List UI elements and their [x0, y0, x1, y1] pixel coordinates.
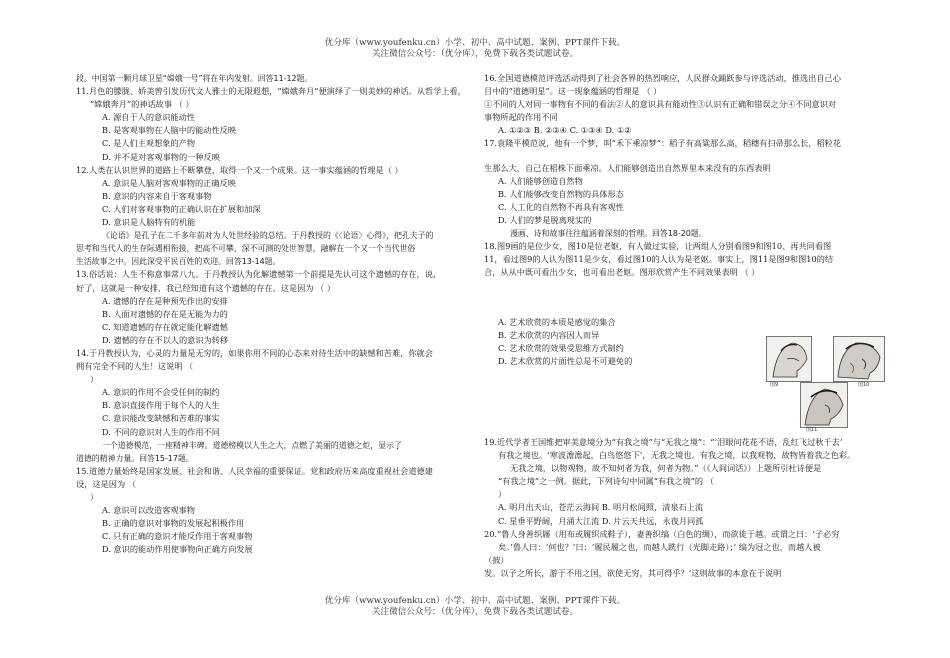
right-top-line: A. ①②③ B. ②③④ C. ①③④ D. ①② [498, 125, 632, 136]
left-line: C. 意识能改变缺憾和苦难的事实 [102, 413, 220, 424]
left-line: A. 遗憾的存在是种预先作出的安排 [102, 295, 228, 306]
figure-11-combined [800, 382, 848, 428]
right-bottom-line: “有我之境”之一例。据此，下列诗句中同属“有我之境”的 （ [498, 476, 714, 487]
right-bottom-line: 19.近代学者王国维把审美意境分为“有我之境”与“无我之境”：“‘泪眼问花花不语，乱红飞过秋千去’ [484, 437, 843, 447]
left-line: 13.俗话说：人生不称意事常八九。于丹教授认为化解遗憾第一个前提是先认可这个遗憾的存在，说， [76, 269, 442, 280]
left-line: 《论语》是孔子在二千多年前对为人处世经验的总结。于丹教授的《〈论语〉心得》，把孔夫子的 [102, 231, 434, 241]
left-line: B. 人面对遗憾的存在是无能为力的 [102, 308, 228, 319]
left-line: 拥有完全不同的人生！这说明 （ [76, 361, 194, 372]
left-line: C. 是人们主观想象的产物 [102, 138, 196, 149]
right-top-line: 17.袁隆平模范说，他有一个梦，叫“禾下乘凉梦”：稻子有高粱那么高，稻穗有扫帚那么长，稻粒花 [484, 138, 842, 149]
page-header [0, 38, 950, 60]
right-top-line: 目中的“道德明星”。这一现象蕴涵的哲理是 （ ） [484, 86, 662, 97]
right-bottom-line: （披） [484, 554, 509, 565]
figure-10-label: 图10 [858, 382, 870, 388]
right-bottom-line: ） [498, 489, 507, 500]
figure-9-label: 图9 [770, 382, 779, 388]
right-top-line: 16.全国道德模范评选活动得到了社会各界的热烈响应，人民群众踊跃参与评选活动，推选出自己心 [484, 73, 841, 83]
left-line: 生活故事之中。因此深受平民百姓的欢迎。回答13-14题。 [76, 257, 281, 267]
right-column-top [484, 72, 884, 279]
left-line: ） [90, 492, 99, 502]
right-top-line: C. 人工化的自然物不再具有客观性 [498, 201, 624, 212]
left-line: B. 意识的内容来自于客观事物 [102, 190, 212, 201]
right-bottom-line: 矣。’鲁人曰：‘何也？’曰：‘履民履之也，而越人跣行（光脚走路）；’ 缟为冠之也，而越人被 [498, 541, 821, 552]
left-line: D. 意识的能动作用使事物向正确方向发展 [102, 544, 253, 555]
left-line: D. 遗憾的存在不以人的意识为转移 [102, 334, 229, 345]
footer-line-1: 优分库（www.youfenku.cn）小学、初中、高中试题、案例、PPT课件下载。 [324, 596, 626, 606]
left-line: 思考和当代人的生存际遇相衔接，把高不可攀，深不可测的处世智慧，融解在一个又一个当代世俗 [76, 244, 416, 254]
left-line: 15.道德力量始终是国家发展、社会和谐、人民幸福的重要保证。党和政府历来高度重视社会道德建 [76, 465, 433, 476]
left-line: A. 意识的作用不会受任何的制约 [102, 387, 220, 398]
header-line-1: 优分库（www.youfenku.cn）小学、初中、高中试题、案例、PPT课件下载。 [324, 38, 626, 48]
left-line: 一个道德模范，一座精神丰碑。道德榜模以人生之大，点燃了美丽的道德之炬，显示了 [102, 440, 402, 450]
left-line: 设，这是因为 （ [76, 478, 136, 489]
left-line: 14.于丹教授认为，心灵的力量是无穷的，如果你用不同的心态来对待生活中的缺憾和苦难，你就会 [76, 347, 433, 358]
left-line: A. 源自于人的意识能动性 [102, 112, 195, 123]
header-line-2: 关注微信公众号：（优分库），免费下载各类试题试卷。 [371, 49, 579, 59]
right-bottom-line: 20.“鲁人身善织屦（用布或履织成鞋子），妻善织缟（白色的绸），而欲徙于越。或谓之曰：‘子必穷 [484, 528, 840, 539]
right-top-line: 11，看过图9的人认为图11是少女，看过图10的人认为是老妪。事实上，图11是图9和图10的结 [484, 254, 834, 265]
right-column-bottom [484, 436, 884, 580]
right-bottom-line: C. 星垂平野阔，月涌大江流 D. 片云天共远，永夜月同孤 [498, 515, 704, 526]
right-top-line: 生那么大，自己在稻株下面乘凉。人们能够创造出自然界里本来没有的东西表明 [484, 162, 771, 173]
left-line: D. 不同的意识对人生的作用不同 [102, 426, 220, 437]
right-mid-line: D. 艺术欣赏的片面性总是不可避免的 [498, 356, 633, 367]
right-top-line: A. 人们能够创造自然物 [498, 175, 583, 186]
figure-10-old-woman [833, 336, 885, 382]
right-mid-line: C. 艺术欣赏的效果受思维方式制约 [498, 343, 624, 354]
left-line: B. 正确的意识对事物的发展起积极作用 [102, 518, 245, 529]
left-line: D. 并不是对客观事物的一种反映 [102, 151, 220, 162]
left-line: 段。中国第一颗月球卫星“嫦娥一号”将在年内发射。回答11-12题。 [76, 74, 313, 83]
left-line: A. 意识是人脑对客观事物的正确反映 [102, 177, 236, 188]
left-line: C. 人们对客观事物的正确认识在扩展和加深 [102, 203, 261, 214]
left-line: B. 意识直接作用于每个人的人生 [102, 400, 220, 411]
right-top-line: ①不同的人对同一事物有不同的看法②人的意识具有能动性③认识有正确和错误之分④不同意识对 [484, 99, 837, 110]
right-top-line: 事物所起的作用不同 [484, 112, 558, 123]
left-line: 12.人类在认识世界的道路上不断攀登，取得一个又一个成果。这一事实蕴涵的哲理是（ ） [76, 164, 403, 175]
right-top-line [484, 151, 884, 162]
right-top-line: 漫画、诗和故事往往蕴涵着深刻的哲理。回答18-20题。 [510, 229, 707, 239]
left-line: 道德的精神力量。回答15-17题。 [76, 453, 194, 463]
right-top-line: 合，从从中既可看出少女，也可看出老妪。图形欣赏产生不同效果表明 （ ） [484, 267, 760, 278]
left-line: 11.月色的朦胧、娇美曾引发历代文人雅士的无限遐想，“嫦娥奔月”便演绎了一则美妙的神话。从哲学上看， [76, 86, 466, 97]
right-bottom-line: 发。以子之所长，游于不用之国，欲使无穷，其可得乎？’这则故事的本意在于说明 [484, 567, 782, 578]
footer-line-2: 关注微信公众号：（优分库），免费下载各类试题试卷。 [371, 607, 579, 617]
left-line: ） [90, 374, 99, 385]
right-top-line: 18.图9画的是位少女，图10是位老妪，有人做过实验，让两组人分别看图9和图10、再共同看图 [484, 241, 832, 252]
left-line: B. 是客观事物在人脑中的能动性反映 [102, 125, 237, 136]
right-mid-line: A. 艺术欣赏的本质是感觉的集合 [498, 317, 616, 327]
page-footer [0, 596, 950, 618]
left-line: C. 只有正确的意识才能反作用于客观事物 [102, 531, 253, 542]
right-bottom-line: 有我之境也。‘寒波澹澹起，白鸟悠悠下’，无我之境也。有我之境，以我观物，故物皆着我之色彩。 [498, 450, 856, 461]
figure-11-label: 图11 [806, 427, 818, 433]
left-line: C. 知道遗憾的存在就定能化解遗憾 [102, 321, 228, 332]
right-bottom-line: 无我之境，以物观物，故不知何者为我，何者为物。”（《人间词话》）上题所引杜诗便是 [510, 463, 822, 474]
left-line: “嫦娥奔月”的神话故事 （ ） [90, 99, 194, 110]
right-mid-line: B. 艺术欣赏的内容因人而异 [498, 330, 600, 341]
left-line: 好了，这就是一种安排，我已经知道有这个遗憾的存在。这是因为 （ ） [76, 282, 336, 293]
right-bottom-line: A. 明月出天山，苍茫云海间 B. 明月松间照，清泉石上流 [498, 502, 704, 513]
right-top-line: D. 人们的梦是脱离现实的 [498, 214, 592, 225]
left-column [76, 72, 476, 556]
figure-9-young-woman [766, 336, 812, 382]
right-column-options-18 [498, 316, 758, 368]
left-line: D. 意识是人脑特有的机能 [102, 217, 196, 228]
right-top-line: B. 人们能够改变自然物的具体形态 [498, 188, 624, 199]
left-line: A. 意识可以改造客观事物 [102, 505, 195, 516]
